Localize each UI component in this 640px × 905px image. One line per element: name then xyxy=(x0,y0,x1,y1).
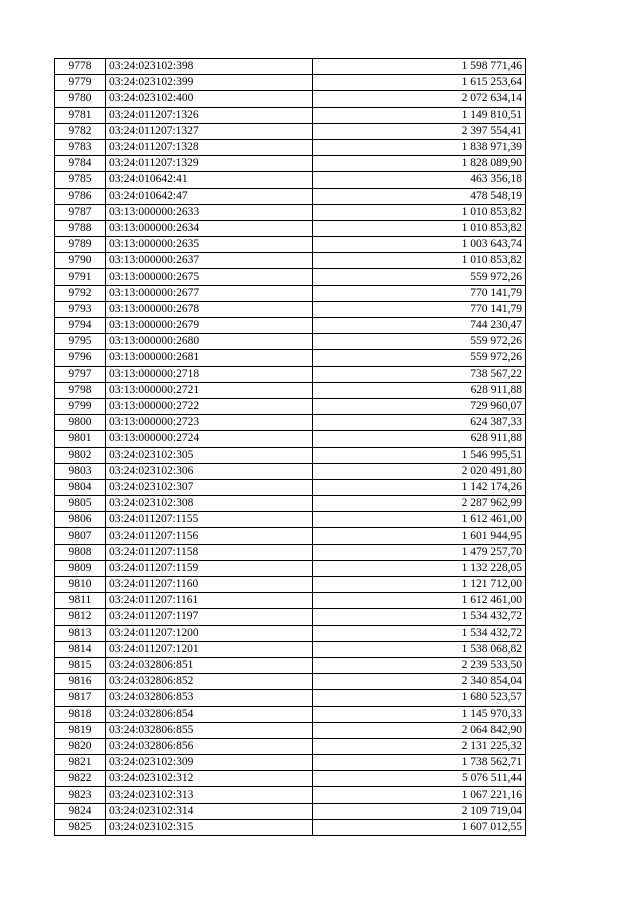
table-row xyxy=(55,625,526,641)
cadastral-value-cell: 1 003 643,74 xyxy=(313,237,526,253)
table-row xyxy=(55,463,526,479)
table-row xyxy=(55,479,526,495)
cadastral-value-cell: 1 142 174,26 xyxy=(313,479,526,495)
cadastral-value-cell: 1 612 461,00 xyxy=(313,512,526,528)
table-row xyxy=(55,706,526,722)
table-row xyxy=(55,512,526,528)
table-row xyxy=(55,59,526,75)
cadastral-value-cell: 2 397 554,41 xyxy=(313,123,526,139)
cadastral-value-cell: 1 601 944,95 xyxy=(313,528,526,544)
row-number-cell: 9801 xyxy=(55,431,106,447)
cadastral-value-cell: 5 076 511,44 xyxy=(313,771,526,787)
cadastral-value-cell: 2 131 225,32 xyxy=(313,738,526,754)
row-number-cell: 9798 xyxy=(55,382,106,398)
cadastral-value-cell: 2 064 842,90 xyxy=(313,722,526,738)
row-number-cell: 9796 xyxy=(55,350,106,366)
row-number-cell: 9805 xyxy=(55,496,106,512)
table-row xyxy=(55,528,526,544)
cadastral-value-cell: 2 239 533,50 xyxy=(313,657,526,673)
row-number-cell: 9797 xyxy=(55,366,106,382)
row-number-cell: 9794 xyxy=(55,318,106,334)
cadastral-value-cell: 1 615 253,64 xyxy=(313,75,526,91)
cadastral-number-cell: 03:24:023102:308 xyxy=(106,496,313,512)
row-number-cell: 9810 xyxy=(55,577,106,593)
cadastral-number-cell: 03:24:011207:1159 xyxy=(106,560,313,576)
table-body xyxy=(55,59,526,836)
table-row xyxy=(55,188,526,204)
row-number-cell: 9806 xyxy=(55,512,106,528)
cadastral-value-cell: 1 598 771,46 xyxy=(313,59,526,75)
row-number-cell: 9823 xyxy=(55,787,106,803)
cadastral-number-cell: 03:13:000000:2724 xyxy=(106,431,313,447)
table-row xyxy=(55,172,526,188)
row-number-cell: 9815 xyxy=(55,657,106,673)
cadastral-value-cell: 1 838 971,39 xyxy=(313,139,526,155)
cadastral-value-cell: 559 972,26 xyxy=(313,350,526,366)
cadastral-number-cell: 03:24:010642:47 xyxy=(106,188,313,204)
cadastral-number-cell: 03:13:000000:2723 xyxy=(106,415,313,431)
table-row xyxy=(55,657,526,673)
cadastral-number-cell: 03:24:023102:400 xyxy=(106,91,313,107)
cadastral-value-cell: 738 567,22 xyxy=(313,366,526,382)
cadastral-number-cell: 03:24:023102:309 xyxy=(106,755,313,771)
table-row xyxy=(55,334,526,350)
cadastral-value-cell: 1 067 221,16 xyxy=(313,787,526,803)
row-number-cell: 9792 xyxy=(55,285,106,301)
cadastral-number-cell: 03:24:023102:312 xyxy=(106,771,313,787)
cadastral-value-cell: 1 534 432,72 xyxy=(313,609,526,625)
cadastral-value-cell: 1 538 068,82 xyxy=(313,641,526,657)
cadastral-number-cell: 03:24:032806:852 xyxy=(106,674,313,690)
row-number-cell: 9821 xyxy=(55,755,106,771)
cadastral-value-cell: 463 356,18 xyxy=(313,172,526,188)
row-number-cell: 9819 xyxy=(55,722,106,738)
row-number-cell: 9820 xyxy=(55,738,106,754)
cadastral-value-cell: 1 010 853,82 xyxy=(313,220,526,236)
row-number-cell: 9786 xyxy=(55,188,106,204)
cadastral-value-cell: 1 145 970,33 xyxy=(313,706,526,722)
table-row xyxy=(55,220,526,236)
cadastral-number-cell: 03:24:023102:307 xyxy=(106,479,313,495)
row-number-cell: 9809 xyxy=(55,560,106,576)
row-number-cell: 9781 xyxy=(55,107,106,123)
table-row xyxy=(55,204,526,220)
cadastral-value-cell: 1 828 089,90 xyxy=(313,156,526,172)
cadastral-value-cell: 2 072 634,14 xyxy=(313,91,526,107)
cadastral-number-cell: 03:13:000000:2678 xyxy=(106,301,313,317)
table-row xyxy=(55,755,526,771)
table-row xyxy=(55,560,526,576)
cadastral-number-cell: 03:24:032806:853 xyxy=(106,690,313,706)
row-number-cell: 9803 xyxy=(55,463,106,479)
cadastral-value-cell: 628 911,88 xyxy=(313,431,526,447)
cadastral-value-cell: 1 010 853,82 xyxy=(313,253,526,269)
table-row xyxy=(55,398,526,414)
cadastral-value-cell: 1 479 257,70 xyxy=(313,544,526,560)
cadastral-value-cell: 1 738 562,71 xyxy=(313,755,526,771)
cadastral-value-cell: 770 141,79 xyxy=(313,285,526,301)
cadastral-number-cell: 03:24:011207:1160 xyxy=(106,577,313,593)
table-row xyxy=(55,609,526,625)
table-row xyxy=(55,285,526,301)
cadastral-number-cell: 03:24:023102:398 xyxy=(106,59,313,75)
cadastral-number-cell: 03:24:011207:1155 xyxy=(106,512,313,528)
row-number-cell: 9779 xyxy=(55,75,106,91)
cadastral-number-cell: 03:13:000000:2633 xyxy=(106,204,313,220)
table-row xyxy=(55,415,526,431)
row-number-cell: 9793 xyxy=(55,301,106,317)
row-number-cell: 9818 xyxy=(55,706,106,722)
table-row xyxy=(55,771,526,787)
cadastral-value-cell: 1 132 228,05 xyxy=(313,560,526,576)
table-row xyxy=(55,75,526,91)
cadastral-number-cell: 03:13:000000:2721 xyxy=(106,382,313,398)
cadastral-value-cell: 2 340 854,04 xyxy=(313,674,526,690)
table-row xyxy=(55,318,526,334)
table-row xyxy=(55,237,526,253)
cadastral-number-cell: 03:24:011207:1158 xyxy=(106,544,313,560)
cadastral-number-cell: 03:24:011207:1326 xyxy=(106,107,313,123)
cadastral-value-cell: 1 607 012,55 xyxy=(313,819,526,835)
cadastral-value-cell: 1 121 712,00 xyxy=(313,577,526,593)
row-number-cell: 9784 xyxy=(55,156,106,172)
table-row xyxy=(55,447,526,463)
row-number-cell: 9802 xyxy=(55,447,106,463)
row-number-cell: 9790 xyxy=(55,253,106,269)
row-number-cell: 9811 xyxy=(55,593,106,609)
table-row xyxy=(55,803,526,819)
table-row xyxy=(55,301,526,317)
row-number-cell: 9814 xyxy=(55,641,106,657)
table-row xyxy=(55,269,526,285)
table-row xyxy=(55,253,526,269)
cadastral-value-cell: 729 960,07 xyxy=(313,398,526,414)
cadastral-value-cell: 1 010 853,82 xyxy=(313,204,526,220)
row-number-cell: 9791 xyxy=(55,269,106,285)
table-row xyxy=(55,787,526,803)
table-row xyxy=(55,544,526,560)
table-row xyxy=(55,139,526,155)
cadastral-number-cell: 03:13:000000:2675 xyxy=(106,269,313,285)
cadastral-value-cell: 1 534 432,72 xyxy=(313,625,526,641)
cadastral-number-cell: 03:24:032806:851 xyxy=(106,657,313,673)
table-row xyxy=(55,156,526,172)
row-number-cell: 9788 xyxy=(55,220,106,236)
cadastral-value-cell: 559 972,26 xyxy=(313,269,526,285)
table-row xyxy=(55,496,526,512)
cadastral-number-cell: 03:24:011207:1197 xyxy=(106,609,313,625)
cadastral-number-cell: 03:24:032806:855 xyxy=(106,722,313,738)
table-row xyxy=(55,107,526,123)
table-row xyxy=(55,738,526,754)
row-number-cell: 9822 xyxy=(55,771,106,787)
row-number-cell: 9778 xyxy=(55,59,106,75)
row-number-cell: 9785 xyxy=(55,172,106,188)
cadastral-number-cell: 03:24:011207:1328 xyxy=(106,139,313,155)
table-row xyxy=(55,91,526,107)
cadastral-number-cell: 03:13:000000:2677 xyxy=(106,285,313,301)
table-row xyxy=(55,690,526,706)
cadastral-number-cell: 03:13:000000:2635 xyxy=(106,237,313,253)
cadastral-number-cell: 03:13:000000:2679 xyxy=(106,318,313,334)
cadastral-value-cell: 1 546 995,51 xyxy=(313,447,526,463)
cadastral-value-cell: 1 680 523,57 xyxy=(313,690,526,706)
cadastral-value-cell: 2 020 491,80 xyxy=(313,463,526,479)
table-row xyxy=(55,641,526,657)
table-row xyxy=(55,431,526,447)
row-number-cell: 9824 xyxy=(55,803,106,819)
row-number-cell: 9812 xyxy=(55,609,106,625)
cadastral-value-cell: 770 141,79 xyxy=(313,301,526,317)
table-row xyxy=(55,819,526,835)
row-number-cell: 9817 xyxy=(55,690,106,706)
cadastral-number-cell: 03:24:023102:306 xyxy=(106,463,313,479)
cadastral-number-cell: 03:24:011207:1156 xyxy=(106,528,313,544)
cadastral-number-cell: 03:24:011207:1201 xyxy=(106,641,313,657)
row-number-cell: 9780 xyxy=(55,91,106,107)
cadastral-value-cell: 1 149 810,51 xyxy=(313,107,526,123)
cadastral-value-cell: 628 911,88 xyxy=(313,382,526,398)
table-row xyxy=(55,366,526,382)
cadastral-value-cell: 478 548,19 xyxy=(313,188,526,204)
table-row xyxy=(55,577,526,593)
row-number-cell: 9807 xyxy=(55,528,106,544)
row-number-cell: 9816 xyxy=(55,674,106,690)
row-number-cell: 9813 xyxy=(55,625,106,641)
cadastral-value-cell: 744 230,47 xyxy=(313,318,526,334)
cadastral-number-cell: 03:24:032806:856 xyxy=(106,738,313,754)
cadastral-number-cell: 03:13:000000:2634 xyxy=(106,220,313,236)
cadastral-number-cell: 03:24:032806:854 xyxy=(106,706,313,722)
row-number-cell: 9787 xyxy=(55,204,106,220)
cadastral-number-cell: 03:13:000000:2681 xyxy=(106,350,313,366)
cadastral-number-cell: 03:24:011207:1327 xyxy=(106,123,313,139)
row-number-cell: 9789 xyxy=(55,237,106,253)
cadastral-value-cell: 1 612 461,00 xyxy=(313,593,526,609)
cadastral-number-cell: 03:24:011207:1161 xyxy=(106,593,313,609)
cadastral-number-cell: 03:13:000000:2722 xyxy=(106,398,313,414)
cadastral-number-cell: 03:24:023102:313 xyxy=(106,787,313,803)
cadastral-value-cell: 624 387,33 xyxy=(313,415,526,431)
cadastral-number-cell: 03:13:000000:2718 xyxy=(106,366,313,382)
cadastral-number-cell: 03:24:023102:314 xyxy=(106,803,313,819)
row-number-cell: 9795 xyxy=(55,334,106,350)
cadastral-number-cell: 03:24:023102:305 xyxy=(106,447,313,463)
row-number-cell: 9783 xyxy=(55,139,106,155)
cadastral-number-cell: 03:24:023102:399 xyxy=(106,75,313,91)
cadastral-value-table xyxy=(54,58,526,836)
cadastral-number-cell: 03:24:010642:41 xyxy=(106,172,313,188)
cadastral-number-cell: 03:13:000000:2637 xyxy=(106,253,313,269)
row-number-cell: 9800 xyxy=(55,415,106,431)
cadastral-value-cell: 559 972,26 xyxy=(313,334,526,350)
cadastral-number-cell: 03:13:000000:2680 xyxy=(106,334,313,350)
row-number-cell: 9825 xyxy=(55,819,106,835)
row-number-cell: 9799 xyxy=(55,398,106,414)
table-row xyxy=(55,123,526,139)
cadastral-number-cell: 03:24:011207:1329 xyxy=(106,156,313,172)
table-row xyxy=(55,674,526,690)
row-number-cell: 9782 xyxy=(55,123,106,139)
table-row xyxy=(55,722,526,738)
cadastral-number-cell: 03:24:023102:315 xyxy=(106,819,313,835)
row-number-cell: 9808 xyxy=(55,544,106,560)
cadastral-value-cell: 2 109 719,04 xyxy=(313,803,526,819)
row-number-cell: 9804 xyxy=(55,479,106,495)
cadastral-value-cell: 2 287 962,99 xyxy=(313,496,526,512)
table-row xyxy=(55,382,526,398)
table-row xyxy=(55,593,526,609)
table-row xyxy=(55,350,526,366)
cadastral-number-cell: 03:24:011207:1200 xyxy=(106,625,313,641)
